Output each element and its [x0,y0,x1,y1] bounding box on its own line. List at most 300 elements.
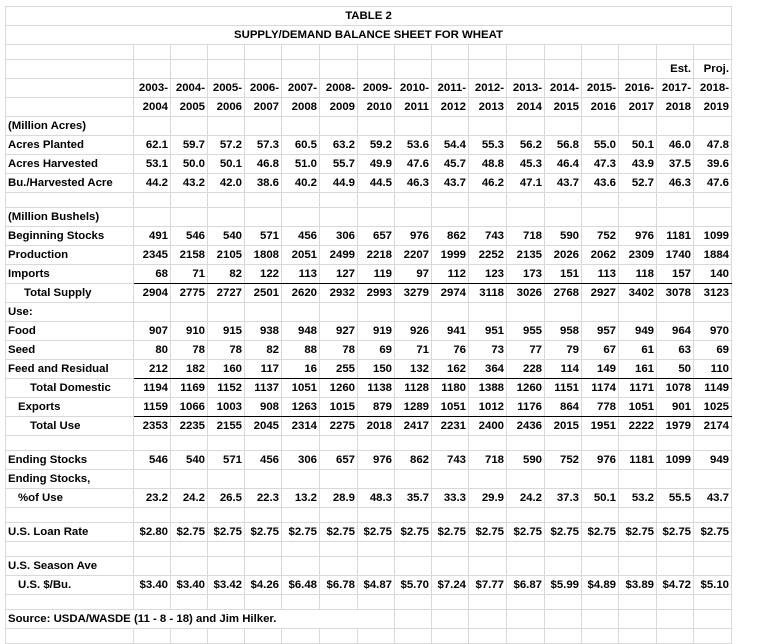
value-cell: $2.75 [208,523,245,542]
empty-cell [282,45,320,60]
table-row [6,265,732,284]
year-header: 2004- [171,79,208,98]
value-cell: 77 [507,341,545,360]
value-cell: 948 [282,322,320,341]
empty-cell [320,303,358,322]
empty-cell [657,436,694,451]
value-cell: 1138 [358,379,395,398]
empty-cell [545,117,582,136]
row-label: Production [6,246,134,265]
value-cell: 52.7 [619,174,657,193]
empty-cell [134,193,171,208]
value-cell: 1289 [395,398,432,417]
value-cell: $3.42 [208,576,245,595]
empty-cell [245,470,282,489]
empty-cell [208,117,245,136]
value-cell: 46.3 [657,174,694,193]
empty-cell [282,436,320,451]
empty-cell [694,557,732,576]
value-cell: 82 [208,265,245,284]
value-cell: 117 [245,360,282,379]
value-cell: $6.78 [320,576,358,595]
source-note: Source: USDA/WASDE (11 - 8 - 18) and Jim Hilker. [6,610,395,629]
value-cell: 46.2 [469,174,507,193]
value-cell: 2727 [208,284,245,303]
value-cell: 919 [358,322,395,341]
section-header-use [6,303,732,322]
value-cell: 958 [545,322,582,341]
empty-cell [245,595,282,610]
empty-cell [395,117,432,136]
value-cell: 2105 [208,246,245,265]
value-cell: 540 [171,451,208,470]
row-label: Food [6,322,134,341]
value-cell: 1176 [507,398,545,417]
empty-cell [507,436,545,451]
empty-cell [171,45,208,60]
empty-cell [134,542,171,557]
empty-cell [208,193,245,208]
empty-cell [395,45,432,60]
value-cell: 37.5 [657,155,694,174]
value-cell: 29.9 [469,489,507,508]
empty-cell [432,629,469,644]
value-cell: $7.77 [469,576,507,595]
empty-cell [6,595,134,610]
value-cell: $2.75 [469,523,507,542]
total-domestic-row [6,379,732,398]
empty-cell [6,60,134,79]
value-cell: $2.75 [619,523,657,542]
value-cell: 55.5 [657,489,694,508]
empty-cell [432,303,469,322]
value-cell: 752 [582,227,619,246]
column-prefix-row [6,60,732,79]
empty-cell [134,595,171,610]
row-label: Ending Stocks [6,451,134,470]
value-cell: 173 [507,265,545,284]
value-cell: $2.75 [395,523,432,542]
value-cell: 119 [358,265,395,284]
empty-cell [469,542,507,557]
value-cell: 926 [395,322,432,341]
empty-cell [395,193,432,208]
value-cell: $4.26 [245,576,282,595]
value-cell: 97 [395,265,432,284]
value-cell: 56.2 [507,136,545,155]
empty-cell [694,208,732,227]
value-cell: 1137 [245,379,282,398]
empty-cell [657,629,694,644]
empty-cell [6,508,134,523]
value-cell: 927 [320,322,358,341]
empty-cell [507,595,545,610]
empty-cell [134,629,171,644]
value-cell: 37.3 [545,489,582,508]
empty-cell [395,595,432,610]
value-cell: $2.75 [320,523,358,542]
value-cell: 48.3 [358,489,395,508]
empty-cell [657,610,694,629]
spacer-row [6,629,732,644]
value-cell: $2.75 [171,523,208,542]
empty-cell [320,542,358,557]
empty-cell [694,595,732,610]
empty-cell [171,193,208,208]
value-cell: 2309 [619,246,657,265]
empty-cell [619,629,657,644]
value-cell: 61 [619,341,657,360]
year-header: 2015- [582,79,619,98]
value-cell: 901 [657,398,694,417]
value-cell: $2.75 [358,523,395,542]
column-prefix: Proj. [694,60,732,79]
value-cell: 938 [245,322,282,341]
empty-cell [545,436,582,451]
value-cell: 1999 [432,246,469,265]
empty-cell [657,45,694,60]
value-cell: 2062 [582,246,619,265]
empty-cell [320,208,358,227]
value-cell: 132 [395,360,432,379]
year-header: 2012- [469,79,507,98]
value-cell: 69 [358,341,395,360]
value-cell: 2993 [358,284,395,303]
value-cell: 1180 [432,379,469,398]
value-cell: 2222 [619,417,657,436]
year-header: 2018 [657,98,694,117]
value-cell: 23.2 [134,489,171,508]
empty-cell [469,193,507,208]
empty-cell [245,117,282,136]
value-cell: 1388 [469,379,507,398]
empty-cell [282,470,320,489]
value-cell: 306 [320,227,358,246]
empty-cell [582,595,619,610]
year-header: 2006- [245,79,282,98]
row-label: Acres Planted [6,136,134,155]
value-cell: 2235 [171,417,208,436]
empty-cell [245,557,282,576]
empty-cell [432,610,469,629]
value-cell: 2207 [395,246,432,265]
empty-cell [582,208,619,227]
value-cell: 864 [545,398,582,417]
value-cell: 976 [358,451,395,470]
value-cell: 54.4 [432,136,469,155]
value-cell: 59.2 [358,136,395,155]
empty-cell [395,542,432,557]
value-cell: 456 [282,227,320,246]
empty-cell [582,117,619,136]
empty-cell [282,508,320,523]
value-cell: $4.72 [657,576,694,595]
value-cell: 3402 [619,284,657,303]
year-header: 2004 [134,98,171,117]
value-cell: 2018 [358,417,395,436]
value-cell: $2.75 [282,523,320,542]
value-cell: 862 [432,227,469,246]
empty-cell [358,436,395,451]
value-cell: 1099 [694,227,732,246]
value-cell: 3026 [507,284,545,303]
empty-cell [320,45,358,60]
loan-rate-row [6,523,732,542]
value-cell: 1260 [507,379,545,398]
empty-cell [619,117,657,136]
empty-cell [208,208,245,227]
value-cell: 57.2 [208,136,245,155]
value-cell: 1012 [469,398,507,417]
row-label: U.S. Loan Rate [6,523,134,542]
value-cell: 150 [358,360,395,379]
value-cell: 546 [171,227,208,246]
empty-cell [171,303,208,322]
empty-cell [358,557,395,576]
year-header: 2014- [545,79,582,98]
subtitle-row [6,26,732,45]
empty-cell [208,508,245,523]
value-cell: 56.8 [545,136,582,155]
spacer-row [6,595,732,610]
value-cell: 161 [619,360,657,379]
value-cell: 976 [395,227,432,246]
value-cell: 2231 [432,417,469,436]
value-cell: 2314 [282,417,320,436]
value-cell: 1979 [657,417,694,436]
empty-cell [657,117,694,136]
value-cell: 62.1 [134,136,171,155]
empty-cell [657,508,694,523]
row-label: %of Use [6,489,134,508]
empty-cell [694,436,732,451]
year-header: 2003- [134,79,171,98]
value-cell: $2.75 [245,523,282,542]
empty-cell [171,508,208,523]
empty-cell [582,542,619,557]
year-header: 2007- [282,79,320,98]
empty-cell [245,508,282,523]
row-label: Acres Harvested [6,155,134,174]
empty-cell [358,303,395,322]
value-cell: $2.75 [582,523,619,542]
empty-cell [469,45,507,60]
value-cell: 778 [582,398,619,417]
empty-cell [619,303,657,322]
value-cell: 2974 [432,284,469,303]
empty-cell [208,557,245,576]
column-prefix [545,60,582,79]
value-cell: 2775 [171,284,208,303]
empty-cell [469,303,507,322]
value-cell: 1078 [657,379,694,398]
row-label: Total Domestic [6,379,134,398]
value-cell: 2353 [134,417,171,436]
spacer-row [6,508,732,523]
value-cell: 55.7 [320,155,358,174]
value-cell: 24.2 [507,489,545,508]
years-bottom-row [6,98,732,117]
value-cell: 47.8 [694,136,732,155]
value-cell: 44.5 [358,174,395,193]
row-label: (Million Acres) [6,117,134,136]
year-header: 2005- [208,79,245,98]
value-cell: 2026 [545,246,582,265]
value-cell: 364 [469,360,507,379]
empty-cell [245,303,282,322]
empty-cell [582,193,619,208]
year-header: 2011 [395,98,432,117]
empty-cell [6,629,134,644]
empty-cell [545,193,582,208]
empty-cell [657,470,694,489]
column-prefix [582,60,619,79]
value-cell: 1169 [171,379,208,398]
year-header: 2013- [507,79,545,98]
season-ave-row [6,576,732,595]
value-cell: 571 [245,227,282,246]
value-cell: 1884 [694,246,732,265]
empty-cell [619,542,657,557]
empty-cell [245,542,282,557]
empty-cell [208,470,245,489]
row-label: Use: [6,303,134,322]
value-cell: 43.9 [619,155,657,174]
empty-cell [395,508,432,523]
empty-cell [395,557,432,576]
empty-cell [619,508,657,523]
empty-cell [208,45,245,60]
empty-cell [582,436,619,451]
value-cell: 22.3 [245,489,282,508]
value-cell: 3118 [469,284,507,303]
empty-cell [545,303,582,322]
value-cell: 80 [134,341,171,360]
table-row [6,322,732,341]
value-cell: 2927 [582,284,619,303]
value-cell: $5.99 [545,576,582,595]
value-cell: 306 [282,451,320,470]
value-cell: 1181 [657,227,694,246]
years-top-row [6,79,732,98]
value-cell: 48.8 [469,155,507,174]
value-cell: 2174 [694,417,732,436]
table-row [6,227,732,246]
value-cell: 2400 [469,417,507,436]
column-prefix [171,60,208,79]
value-cell: 657 [358,227,395,246]
value-cell: 118 [619,265,657,284]
year-header: 2012 [432,98,469,117]
empty-cell [432,117,469,136]
year-header: 2014 [507,98,545,117]
value-cell: 2135 [507,246,545,265]
value-cell: 2345 [134,246,171,265]
empty-cell [245,45,282,60]
row-label: Total Supply [6,284,134,303]
value-cell: 743 [432,451,469,470]
empty-cell [469,595,507,610]
value-cell: $6.48 [282,576,320,595]
empty-cell [469,117,507,136]
empty-cell [171,208,208,227]
year-header: 2015 [545,98,582,117]
empty-cell [6,436,134,451]
empty-cell [6,193,134,208]
value-cell: $5.10 [694,576,732,595]
value-cell: 68 [134,265,171,284]
value-cell: 112 [432,265,469,284]
value-cell: 160 [208,360,245,379]
value-cell: 3078 [657,284,694,303]
value-cell: 590 [507,451,545,470]
empty-cell [245,193,282,208]
empty-cell [582,508,619,523]
value-cell: 113 [282,265,320,284]
empty-cell [545,542,582,557]
value-cell: 110 [694,360,732,379]
value-cell: 1174 [582,379,619,398]
value-cell: 44.9 [320,174,358,193]
value-cell: 879 [358,398,395,417]
table-row [6,246,732,265]
year-header: 2007 [245,98,282,117]
value-cell: 43.2 [171,174,208,193]
empty-cell [694,610,732,629]
value-cell: 1159 [134,398,171,417]
value-cell: 915 [208,322,245,341]
empty-cell [395,610,432,629]
empty-cell [358,45,395,60]
value-cell: 1051 [619,398,657,417]
year-header: 2013 [469,98,507,117]
empty-cell [619,193,657,208]
value-cell: 47.3 [582,155,619,174]
value-cell: 67 [582,341,619,360]
row-label: Seed [6,341,134,360]
value-cell: 3123 [694,284,732,303]
value-cell: 24.2 [171,489,208,508]
empty-cell [432,208,469,227]
empty-cell [507,629,545,644]
empty-cell [320,508,358,523]
empty-cell [469,470,507,489]
value-cell: 40.2 [282,174,320,193]
empty-cell [320,629,358,644]
empty-cell [619,436,657,451]
column-prefix [507,60,545,79]
column-prefix [134,60,171,79]
year-header: 2006 [208,98,245,117]
year-header: 2017- [657,79,694,98]
empty-cell [358,629,395,644]
value-cell: 26.5 [208,489,245,508]
ending-stocks-row [6,451,732,470]
empty-cell [694,508,732,523]
value-cell: 55.0 [582,136,619,155]
value-cell: 976 [619,227,657,246]
value-cell: 78 [208,341,245,360]
table-row [6,341,732,360]
empty-cell [432,508,469,523]
value-cell: 50 [657,360,694,379]
value-cell: $2.75 [432,523,469,542]
year-header: 2016- [619,79,657,98]
empty-cell [358,208,395,227]
column-prefix [469,60,507,79]
value-cell: 50.1 [582,489,619,508]
empty-cell [395,303,432,322]
